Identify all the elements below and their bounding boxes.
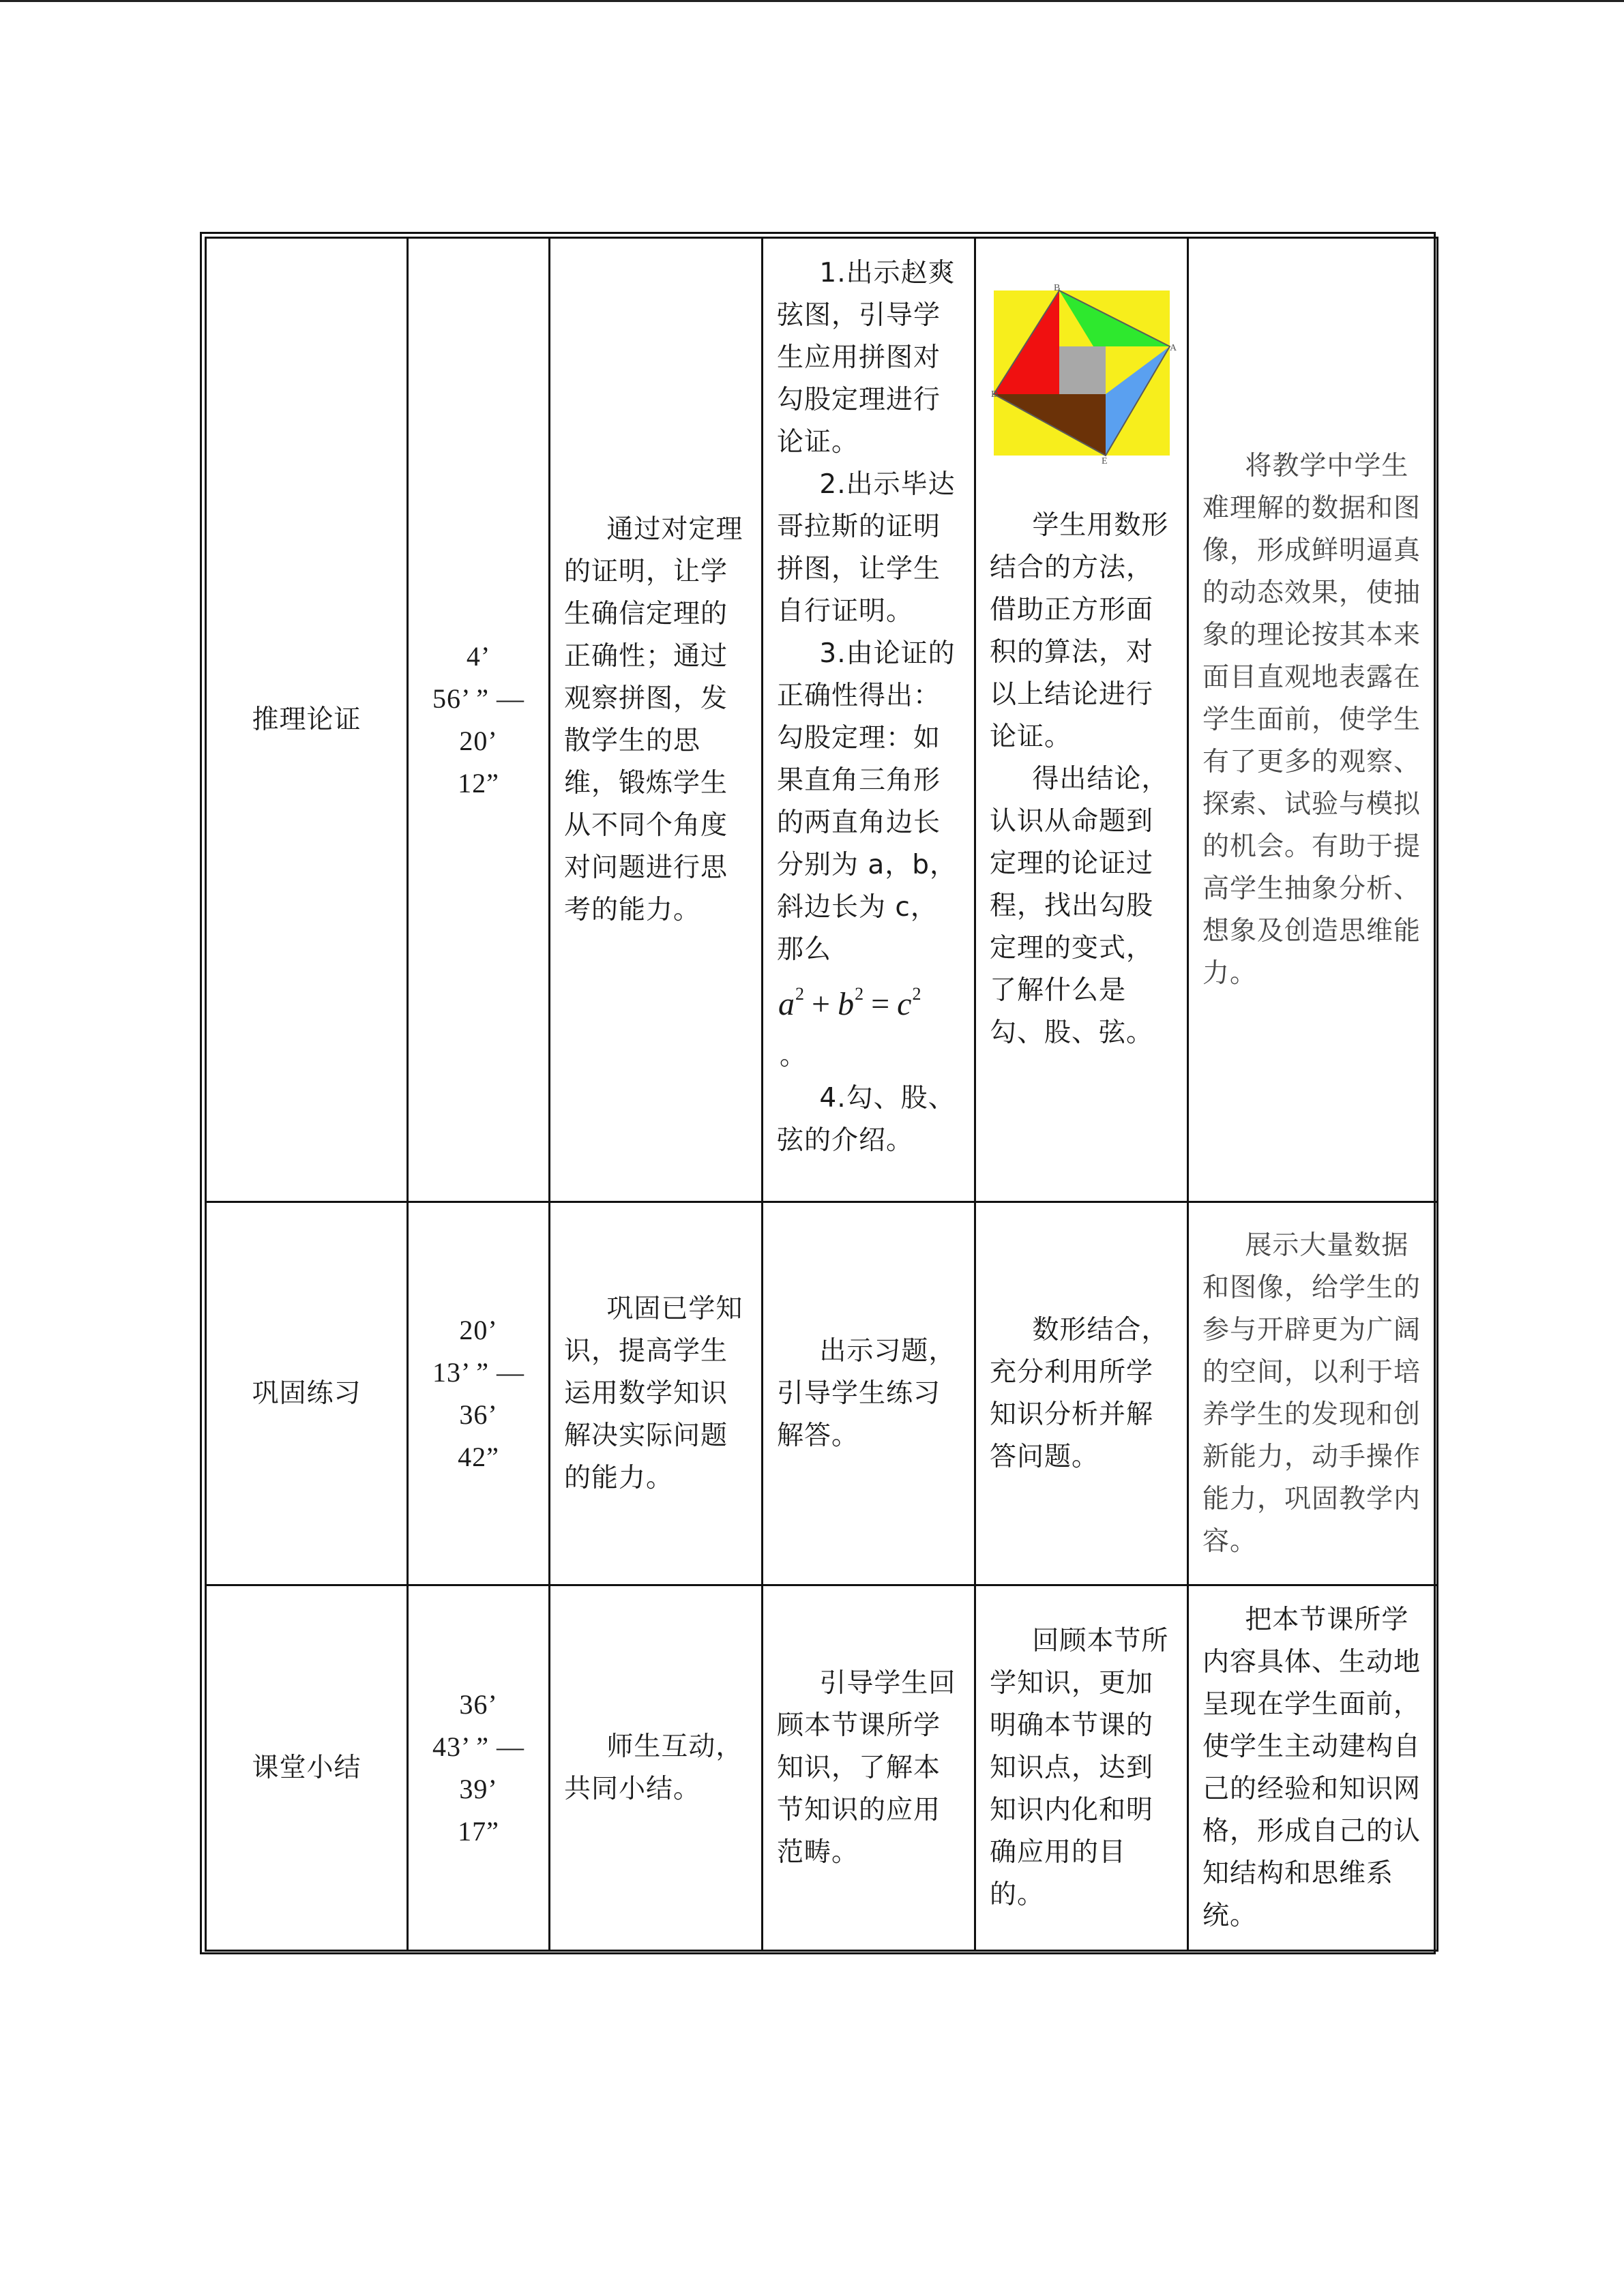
teacher-item-4: 4.勾、股、弦的介绍。 xyxy=(777,1083,956,1156)
student-activity-cell xyxy=(975,238,1188,1202)
time-cell xyxy=(408,1202,550,1585)
goal-text: 师生互动，共同小结。 xyxy=(564,1731,743,1804)
formula-a: a xyxy=(778,986,795,1022)
time-line: 43’ ” — xyxy=(432,1731,525,1762)
student-text: 回顾本节所学知识，更加明确本节课的知识点，达到知识内化和明确应用的目的。 xyxy=(990,1625,1169,1910)
teacher-text: 出示习题，引导学生练习解答。 xyxy=(777,1335,956,1451)
zhao-shuang-chord-diagram xyxy=(990,283,1177,466)
formula-b: b xyxy=(838,986,855,1022)
formula-exp: 2 xyxy=(795,984,805,1004)
center-square xyxy=(1059,346,1106,394)
purpose-text: 展示大量数据和图像，给学生的参与开辟更为广阔的空间，以利于培养学生的发现和创新能力，动手操作能力，巩固教学内容。 xyxy=(1202,1229,1421,1557)
goal-cell xyxy=(550,238,763,1202)
student-text: 数形结合，充分利用所学知识分析并解答问题。 xyxy=(990,1314,1169,1472)
time-line: 56’ ” — xyxy=(432,683,525,714)
purpose-cell xyxy=(1188,238,1438,1202)
time-line: 36’ xyxy=(459,1399,498,1430)
student-text-2: 得出结论，认识从命题到定理的论证过程，找出勾股定理的变式，了解什么是勾、股、弦。 xyxy=(990,764,1169,1048)
time-line: 20’ xyxy=(459,1314,498,1345)
teacher-activity-cell xyxy=(763,1585,975,1951)
goal-text: 通过对定理的证明，让学生确信定理的正确性；通过观察拼图，发散学生的思维，锻炼学生从不同个角度对问题进行思考的能力。 xyxy=(564,513,743,925)
purpose-text: 将教学中学生难理解的数据和图像，形成鲜明逼真的动态效果，使抽象的理论按其本来面目直观地表露在学生面前，使学生有了更多的观察、探索、试验与模拟的机会。有助于提高学生抽象分析、想象及创造思维能力。 xyxy=(1202,450,1421,989)
student-activity-cell xyxy=(975,1202,1188,1585)
table-row xyxy=(206,238,1438,1202)
teacher-activity-cell xyxy=(763,238,975,1202)
student-activity-cell xyxy=(975,1585,1188,1951)
vertex-label-top: B xyxy=(1053,283,1061,293)
lesson-plan-table xyxy=(200,232,1436,1954)
goal-cell xyxy=(550,1585,763,1951)
teacher-text: 引导学生回顾本节课所学知识，了解本节知识的应用范畴。 xyxy=(777,1667,956,1868)
stage-cell: 课堂小结 xyxy=(206,1585,408,1951)
teacher-item-3: 3.由论证的正确性得出：勾股定理：如果直角三角形的两直角边长分别为 a，b，斜边长为 c，那么 xyxy=(777,638,958,965)
vertex-label-bottom: E xyxy=(1101,456,1108,466)
formula-plus: + xyxy=(812,986,831,1022)
formula-equals: = xyxy=(871,986,891,1022)
time-line: 13’ ” — xyxy=(432,1356,525,1388)
goal-cell xyxy=(550,1202,763,1585)
teacher-item-1: 1.出示赵爽弦图，引导学生应用拼图对勾股定理进行论证。 xyxy=(777,258,956,458)
purpose-cell xyxy=(1188,1585,1438,1951)
purpose-cell xyxy=(1188,1202,1438,1585)
vertex-label-left: D xyxy=(990,389,999,400)
stage-cell: 巩固练习 xyxy=(206,1202,408,1585)
goal-text: 巩固已学知识，提高学生运用数学知识解决实际问题的能力。 xyxy=(564,1293,743,1493)
time-line: 36’ xyxy=(459,1688,498,1720)
formula-exp: 2 xyxy=(912,984,922,1004)
time-line: 39’ xyxy=(459,1773,498,1804)
time-line: 17” xyxy=(458,1815,499,1847)
teacher-item-2: 2.出示毕达哥拉斯的证明拼图，让学生自行证明。 xyxy=(777,469,956,627)
formula-exp: 2 xyxy=(855,984,865,1004)
page-top-rule xyxy=(0,0,1624,2)
student-text-1: 学生用数形结合的方法，借助正方形面积的算法，对以上结论进行论证。 xyxy=(990,510,1169,752)
formula-period: 。 xyxy=(780,1041,808,1071)
stage-cell: 推理论证 xyxy=(206,238,408,1202)
vertex-label-right: A xyxy=(1169,343,1177,353)
teacher-activity-cell xyxy=(763,1202,975,1585)
time-line: 20’ xyxy=(459,725,498,756)
table-row xyxy=(206,1202,1438,1585)
time-line: 4’ xyxy=(466,640,491,672)
time-cell xyxy=(408,1585,550,1951)
time-line: 42” xyxy=(458,1441,499,1472)
formula-c: c xyxy=(897,986,913,1022)
pythagorean-formula xyxy=(778,974,960,1035)
purpose-text: 把本节课所学内容具体、生动地呈现在学生面前，使学生主动建构自己的经验和知识网格，形成自己的认知结构和思维系统。 xyxy=(1202,1604,1421,1931)
table-row xyxy=(206,1585,1438,1951)
time-line: 12” xyxy=(458,767,499,799)
lesson-table xyxy=(205,237,1438,1952)
time-cell xyxy=(408,238,550,1202)
